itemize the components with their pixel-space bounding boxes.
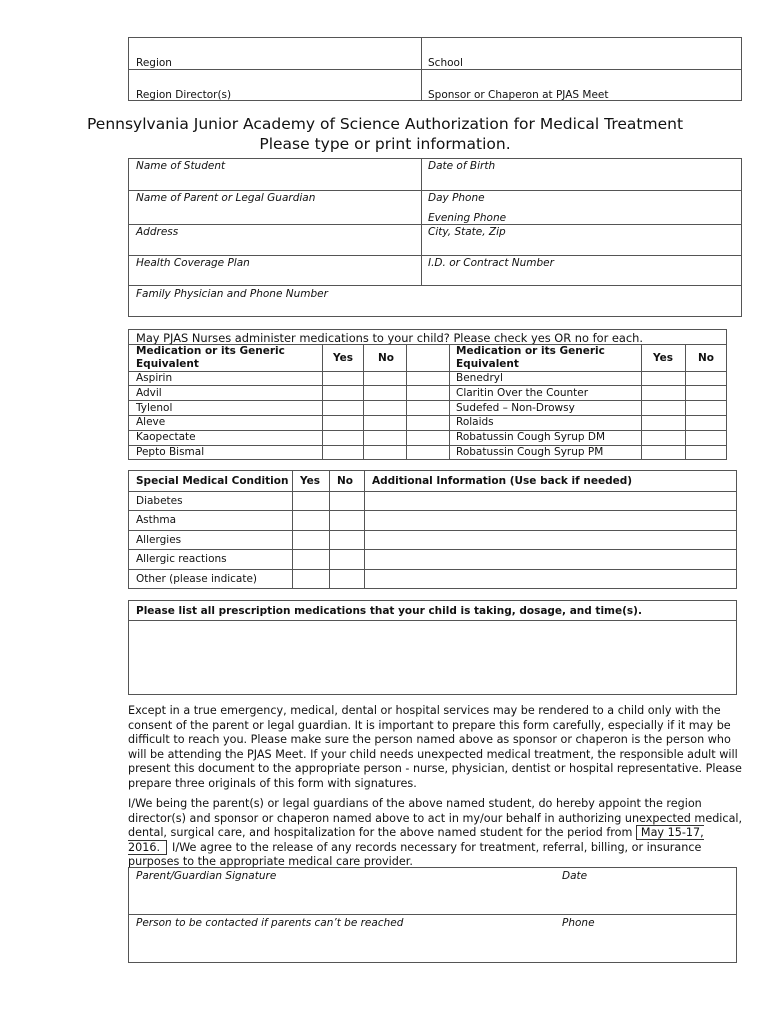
school-label: School — [428, 57, 463, 69]
condition-yes-checkbox[interactable] — [293, 511, 328, 529]
condition-yes-checkbox[interactable] — [293, 531, 328, 548]
condition-no-checkbox[interactable] — [330, 550, 363, 568]
med-no-header-left: No — [378, 352, 395, 364]
date-of-birth-label: Date of Birth — [428, 160, 496, 172]
city-state-zip-label: City, State, Zip — [428, 226, 506, 238]
condition-additional-field[interactable] — [365, 492, 736, 509]
authorization-text-start: I/We being the parent(s) or legal guardians of the above named student, do hereby appoint the region director(s) and sponsor or chaperon named above to act in my/our behalf in authorizing unexpected medical, dental, surgical care, and hospitalization for the above named student for the period from — [128, 797, 743, 840]
med-right-no-checkbox[interactable] — [686, 416, 726, 429]
med-grid-line — [449, 344, 450, 460]
med-item-right: Robatussin Cough Syrup PM — [456, 446, 604, 458]
parent-signature-field[interactable] — [130, 884, 550, 912]
contact-phone-field[interactable] — [556, 931, 735, 961]
med-grid-line — [406, 344, 407, 460]
condition-yes-checkbox[interactable] — [293, 570, 328, 588]
med-item-left: Advil — [136, 387, 162, 399]
consent-paragraph — [128, 704, 743, 792]
parent-name-label: Name of Parent or Legal Guardian — [136, 192, 316, 204]
med-left-yes-checkbox[interactable] — [323, 416, 362, 429]
med-item-left: Kaopectate — [136, 431, 196, 443]
authorization-text — [128, 797, 743, 870]
med-grid-line — [128, 400, 727, 401]
health-plan-field[interactable] — [130, 271, 419, 283]
med-item-right: Sudefed – Non-Drowsy — [456, 402, 575, 414]
condition-yes-checkbox[interactable] — [293, 550, 328, 568]
med-right-yes-checkbox[interactable] — [642, 386, 684, 399]
med-right-yes-checkbox[interactable] — [642, 372, 684, 384]
med-grid-line — [128, 445, 727, 446]
authorization-paragraph — [128, 797, 743, 870]
day-phone-label: Day Phone — [428, 192, 485, 204]
med-grid-line — [128, 415, 727, 416]
med-left-no-checkbox[interactable] — [364, 372, 405, 384]
condition-item: Other (please indicate) — [136, 573, 258, 585]
med-left-no-checkbox[interactable] — [364, 446, 405, 459]
med-left-yes-checkbox[interactable] — [323, 446, 362, 459]
parent-name-field[interactable] — [130, 206, 419, 222]
student-info-row-line — [128, 255, 742, 256]
med-item-left: Pepto Bismal — [136, 446, 205, 458]
sponsor-field[interactable] — [423, 71, 740, 87]
header-row-line — [128, 69, 742, 70]
med-right-no-checkbox[interactable] — [686, 446, 726, 459]
med-col-header-left: Medication or its Generic — [136, 345, 285, 357]
condition-additional-field[interactable] — [365, 511, 736, 529]
med-item-left: Aleve — [136, 416, 166, 428]
med-grid-line — [128, 385, 727, 386]
page-title: Pennsylvania Junior Academy of Science Authorization for Medical Treatment — [86, 115, 684, 133]
consent-paragraph-text: Except in a true emergency, medical, dental or hospital services may be rendered to a child only with the consent of the parent or legal guardian. It is important to prepare this form carefully, especially if it may be difficult to reach you. Please make sure the person named above as sponsor or chaperon is the person who will be attending the PJAS Meet. If your child needs unexpected medical treatment, the responsible adult will present this document to the appropriate person - nurse, physician, dentist or hospital representative. Please prepare three originals of this form with signatures. — [128, 704, 742, 790]
region-label: Region — [136, 57, 172, 69]
prescriptions-header-line — [128, 620, 737, 621]
med-right-no-checkbox[interactable] — [686, 372, 726, 384]
conditions-additional-header: Additional Information (Use back if needed) — [372, 475, 633, 487]
physician-field[interactable] — [130, 302, 740, 315]
contact-phone-label: Phone — [562, 917, 595, 929]
address-field[interactable] — [130, 240, 419, 253]
med-col-header-right-line2: Equivalent — [456, 358, 519, 370]
med-col-header-left-line2: Equivalent — [136, 358, 199, 370]
student-info-row-line — [128, 285, 742, 286]
med-right-no-checkbox[interactable] — [686, 431, 726, 444]
med-right-yes-checkbox[interactable] — [642, 416, 684, 429]
condition-item: Allergic reactions — [136, 553, 227, 565]
med-item-right: Benedryl — [456, 372, 503, 384]
med-left-no-checkbox[interactable] — [364, 431, 405, 444]
region-field[interactable] — [130, 39, 419, 55]
name-of-student-field[interactable] — [130, 174, 419, 188]
condition-no-checkbox[interactable] — [330, 492, 363, 509]
med-left-no-checkbox[interactable] — [364, 416, 405, 429]
med-right-yes-checkbox[interactable] — [642, 446, 684, 459]
address-label: Address — [136, 226, 179, 238]
condition-item: Allergies — [136, 534, 182, 546]
med-right-yes-checkbox[interactable] — [642, 401, 684, 414]
med-right-no-checkbox[interactable] — [686, 386, 726, 399]
med-left-no-checkbox[interactable] — [364, 401, 405, 414]
condition-item: Asthma — [136, 514, 177, 526]
med-item-right: Claritin Over the Counter — [456, 387, 589, 399]
student-info-divider — [421, 158, 422, 285]
med-grid-line — [128, 371, 727, 372]
med-item-left: Aspirin — [136, 372, 173, 384]
condition-yes-checkbox[interactable] — [293, 492, 328, 509]
med-right-yes-checkbox[interactable] — [642, 431, 684, 444]
conditions-yes-header: Yes — [300, 475, 321, 487]
med-left-yes-checkbox[interactable] — [323, 372, 362, 384]
signature-date-field[interactable] — [556, 884, 735, 912]
med-item-right: Robatussin Cough Syrup DM — [456, 431, 606, 443]
authorization-text-end: I/We agree to the release of any records necessary for treatment, referral, billing, or insurance purposes to the appropriate medical care provider. — [128, 840, 702, 869]
contact-person-label: Person to be contacted if parents can’t be reached — [136, 917, 404, 929]
condition-additional-field[interactable] — [365, 531, 736, 548]
med-yes-header-left: Yes — [333, 352, 354, 364]
condition-no-checkbox[interactable] — [330, 531, 363, 548]
med-col-header-right: Medication or its Generic — [456, 345, 605, 357]
condition-additional-field[interactable] — [365, 550, 736, 568]
sponsor-label: Sponsor or Chaperon at PJAS Meet — [428, 89, 609, 101]
period-dates: May 15-17, 2016. — [128, 826, 704, 854]
school-field[interactable] — [423, 39, 740, 55]
signature-date-label: Date — [562, 870, 588, 882]
page-subtitle: Please type or print information. — [259, 135, 511, 153]
med-grid-line — [128, 430, 727, 431]
prescriptions-header: Please list all prescription medications that your child is taking, dosage, and time(s). — [136, 605, 642, 617]
condition-item: Diabetes — [136, 495, 183, 507]
region-directors-field[interactable] — [130, 71, 419, 87]
condition-no-checkbox[interactable] — [330, 570, 363, 588]
conditions-header: Special Medical Condition — [136, 475, 289, 487]
med-yes-header-right: Yes — [653, 352, 674, 364]
conditions-no-header: No — [337, 475, 354, 487]
parent-signature-label: Parent/Guardian Signature — [136, 870, 277, 882]
id-number-field[interactable] — [423, 271, 740, 283]
physician-label: Family Physician and Phone Number — [136, 288, 328, 300]
med-item-left: Tylenol — [136, 402, 173, 414]
date-of-birth-field[interactable] — [423, 174, 740, 188]
med-no-header-right: No — [698, 352, 715, 364]
student-info-row-line — [128, 190, 742, 191]
health-plan-label: Health Coverage Plan — [136, 257, 250, 269]
city-state-zip-field[interactable] — [423, 240, 740, 253]
id-number-label: I.D. or Contract Number — [428, 257, 554, 269]
region-directors-label: Region Director(s) — [136, 89, 232, 101]
condition-additional-field[interactable] — [365, 570, 736, 588]
contact-person-field[interactable] — [130, 931, 550, 961]
prescriptions-field[interactable] — [130, 622, 735, 693]
signature-row-line — [128, 914, 737, 915]
med-left-yes-checkbox[interactable] — [323, 386, 362, 399]
evening-phone-label: Evening Phone — [428, 212, 507, 224]
student-info-row-line — [128, 224, 742, 225]
condition-no-checkbox[interactable] — [330, 511, 363, 529]
med-left-yes-checkbox[interactable] — [323, 431, 362, 444]
med-left-no-checkbox[interactable] — [364, 386, 405, 399]
name-of-student-label: Name of Student — [136, 160, 226, 172]
med-left-yes-checkbox[interactable] — [323, 401, 362, 414]
med-right-no-checkbox[interactable] — [686, 401, 726, 414]
medications-question: May PJAS Nurses administer medications to your child? Please check yes OR no for each. — [136, 331, 643, 345]
med-item-right: Rolaids — [456, 416, 494, 428]
